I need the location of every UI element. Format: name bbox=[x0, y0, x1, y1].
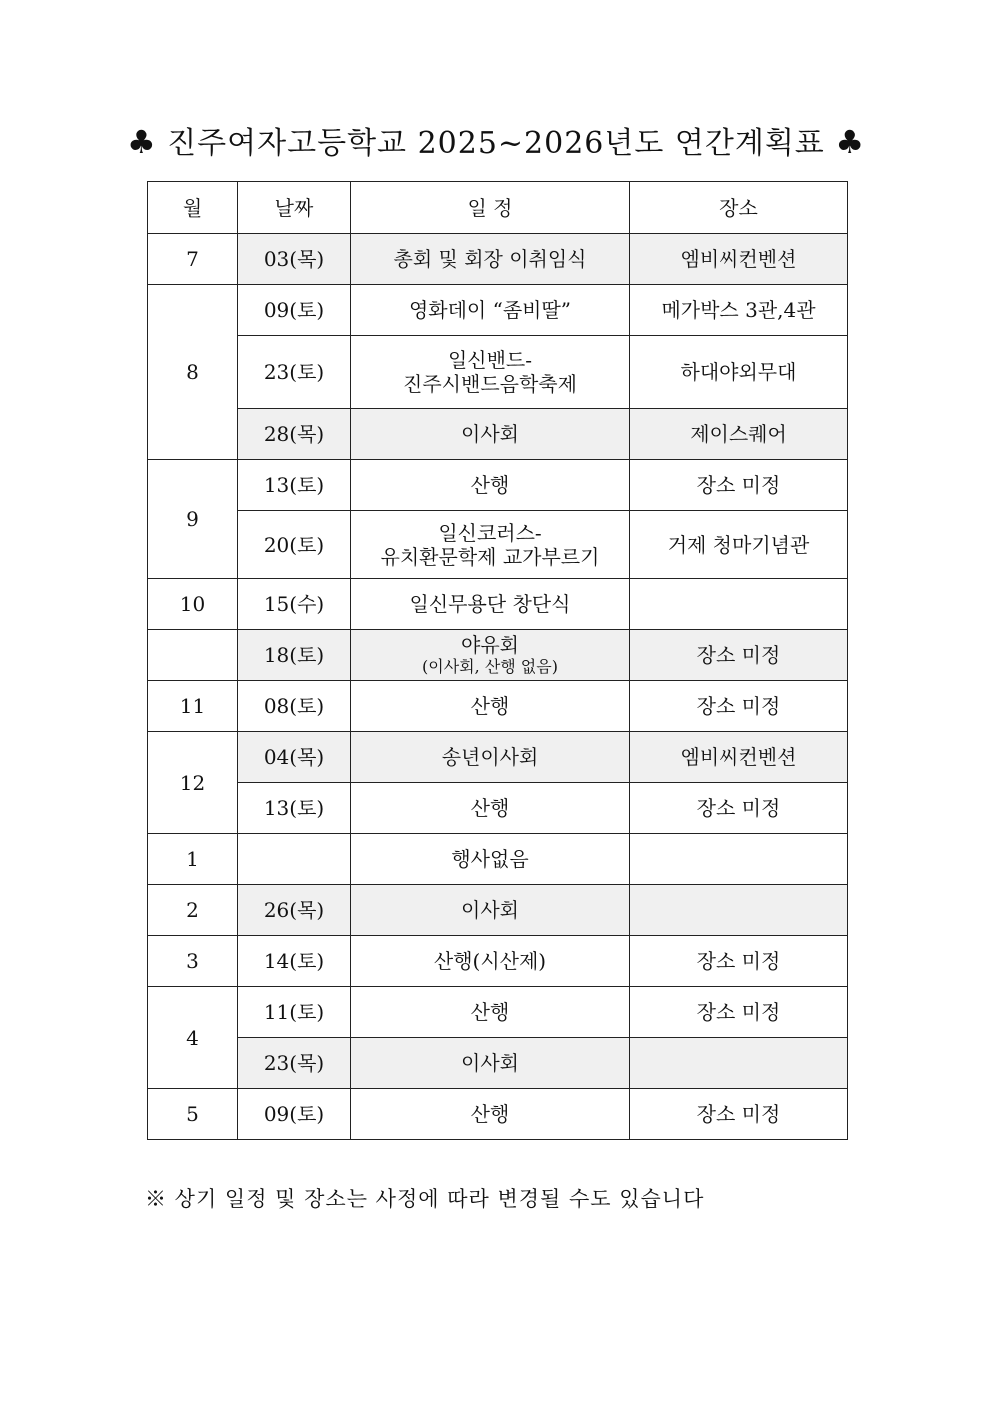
place-cell: 하대야외무대 bbox=[630, 336, 848, 409]
place-cell bbox=[630, 885, 848, 936]
event-line: 유치환문학제 교가부르기 bbox=[380, 544, 600, 569]
month-cell: 9 bbox=[148, 460, 238, 579]
month-cell: 2 bbox=[148, 885, 238, 936]
place-cell: 장소 미정 bbox=[630, 681, 848, 732]
date-cell: 09(토) bbox=[238, 285, 351, 336]
event-cell bbox=[351, 336, 630, 409]
month-cell bbox=[148, 630, 238, 681]
table-row bbox=[148, 511, 848, 579]
table-header-row bbox=[148, 182, 848, 234]
month-cell: 7 bbox=[148, 234, 238, 285]
event-cell: 이사회 bbox=[351, 1038, 630, 1089]
month-cell: 10 bbox=[148, 579, 238, 630]
event-cell: 영화데이 “좀비딸” bbox=[351, 285, 630, 336]
table-row bbox=[148, 336, 848, 409]
header-date: 날짜 bbox=[238, 182, 351, 234]
date-cell: 26(목) bbox=[238, 885, 351, 936]
month-cell: 4 bbox=[148, 987, 238, 1089]
annual-plan-table bbox=[147, 181, 848, 1140]
date-cell: 14(토) bbox=[238, 936, 351, 987]
date-cell: 15(수) bbox=[238, 579, 351, 630]
date-cell: 18(토) bbox=[238, 630, 351, 681]
month-cell: 5 bbox=[148, 1089, 238, 1140]
table-row bbox=[148, 1038, 848, 1089]
date-cell: 09(토) bbox=[238, 1089, 351, 1140]
place-cell: 장소 미정 bbox=[630, 783, 848, 834]
table-row bbox=[148, 409, 848, 460]
title-text: 진주여자고등학교 2025~2026년도 연간계획표 bbox=[167, 126, 825, 161]
place-cell: 엠비씨컨벤션 bbox=[630, 732, 848, 783]
month-cell: 11 bbox=[148, 681, 238, 732]
table-row bbox=[148, 579, 848, 630]
table-row bbox=[148, 885, 848, 936]
date-cell: 23(토) bbox=[238, 336, 351, 409]
date-cell bbox=[238, 834, 351, 885]
place-cell bbox=[630, 834, 848, 885]
place-cell: 장소 미정 bbox=[630, 1089, 848, 1140]
table-row bbox=[148, 987, 848, 1038]
event-cell bbox=[351, 511, 630, 579]
footnote: ※ 상기 일정 및 장소는 사정에 따라 변경될 수도 있습니다 bbox=[145, 1187, 705, 1211]
event-line: 야유회 bbox=[461, 633, 519, 658]
date-cell: 13(토) bbox=[238, 460, 351, 511]
month-cell: 3 bbox=[148, 936, 238, 987]
event-cell: 총회 및 회장 이취임식 bbox=[351, 234, 630, 285]
event-cell: 이사회 bbox=[351, 885, 630, 936]
event-line: 일신코러스- bbox=[438, 520, 542, 545]
place-cell: 거제 청마기념관 bbox=[630, 511, 848, 579]
table-row bbox=[148, 285, 848, 336]
event-cell: 행사없음 bbox=[351, 834, 630, 885]
table-row bbox=[148, 732, 848, 783]
event-cell: 산행 bbox=[351, 987, 630, 1038]
event-cell: 산행(시산제) bbox=[351, 936, 630, 987]
event-cell: 산행 bbox=[351, 783, 630, 834]
date-cell: 13(토) bbox=[238, 783, 351, 834]
event-cell: 일신무용단 창단식 bbox=[351, 579, 630, 630]
date-cell: 08(토) bbox=[238, 681, 351, 732]
table-row bbox=[148, 783, 848, 834]
month-cell: 12 bbox=[148, 732, 238, 834]
event-line: 진주시밴드음학축제 bbox=[403, 372, 577, 396]
date-cell: 04(목) bbox=[238, 732, 351, 783]
place-cell: 장소 미정 bbox=[630, 987, 848, 1038]
table-row bbox=[148, 1089, 848, 1140]
place-cell: 장소 미정 bbox=[630, 936, 848, 987]
date-cell: 20(토) bbox=[238, 511, 351, 579]
date-cell: 03(목) bbox=[238, 234, 351, 285]
date-cell: 28(목) bbox=[238, 409, 351, 460]
place-cell: 엠비씨컨벤션 bbox=[630, 234, 848, 285]
place-cell: 장소 미정 bbox=[630, 630, 848, 681]
month-cell: 8 bbox=[148, 285, 238, 460]
place-cell: 제이스퀘어 bbox=[630, 409, 848, 460]
event-cell: 산행 bbox=[351, 681, 630, 732]
event-cell: 송년이사회 bbox=[351, 732, 630, 783]
place-cell bbox=[630, 579, 848, 630]
club-icon: ♣ bbox=[126, 123, 157, 161]
place-cell: 장소 미정 bbox=[630, 460, 848, 511]
month-cell: 1 bbox=[148, 834, 238, 885]
event-subline: (이사회, 산행 없음) bbox=[422, 657, 558, 677]
date-cell: 23(목) bbox=[238, 1038, 351, 1089]
table-row bbox=[148, 834, 848, 885]
page-title bbox=[0, 118, 992, 162]
date-cell: 11(토) bbox=[238, 987, 351, 1038]
event-cell: 산행 bbox=[351, 1089, 630, 1140]
club-icon: ♣ bbox=[835, 123, 866, 161]
event-cell: 산행 bbox=[351, 460, 630, 511]
place-cell: 메가박스 3관,4관 bbox=[630, 285, 848, 336]
event-cell bbox=[351, 630, 630, 681]
table-row bbox=[148, 234, 848, 285]
header-place: 장소 bbox=[630, 182, 848, 234]
header-month: 월 bbox=[148, 182, 238, 234]
header-event: 일 정 bbox=[351, 182, 630, 234]
place-cell bbox=[630, 1038, 848, 1089]
table-row bbox=[148, 460, 848, 511]
table-row bbox=[148, 681, 848, 732]
table-row bbox=[148, 936, 848, 987]
table-row bbox=[148, 630, 848, 681]
event-cell: 이사회 bbox=[351, 409, 630, 460]
event-line: 일신밴드- bbox=[447, 348, 533, 372]
